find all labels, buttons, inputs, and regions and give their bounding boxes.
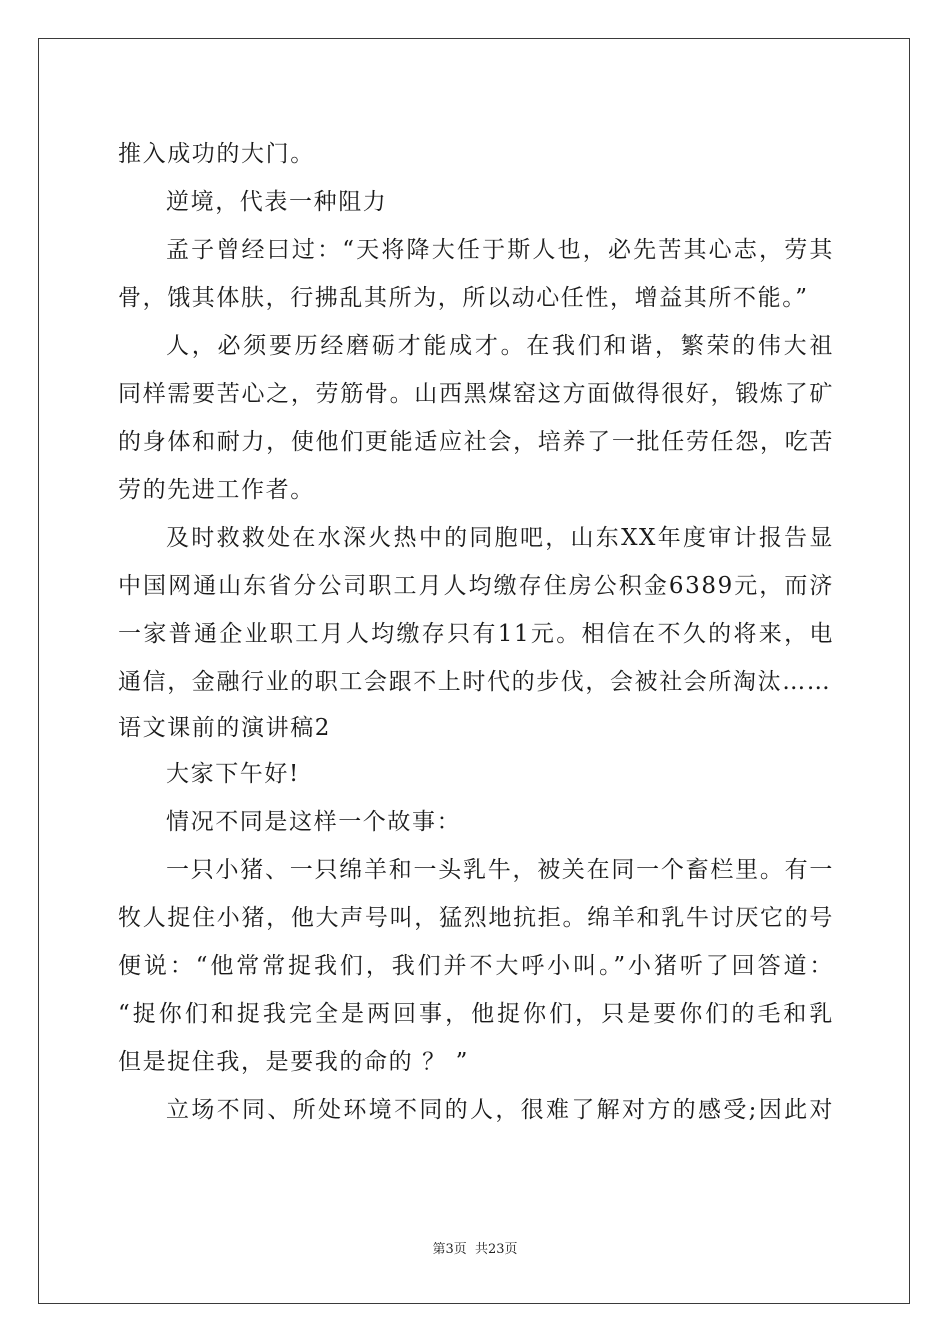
paragraph-line: 人，必须要历经磨砺才能成才。在我们和谐，繁荣的伟大祖	[166, 333, 834, 359]
paragraph-line: 逆境，代表一种阻力	[166, 189, 388, 215]
paragraph-line: 一只小猪、一只绵羊和一头乳牛，被关在同一个畜栏里。有一	[166, 857, 834, 883]
paragraph-line: 但是捉住我，是要我的命的 ？ ”	[118, 1049, 469, 1075]
paragraph-line: 推入成功的大门。	[118, 141, 315, 167]
paragraph-line: “捉你们和捉我完全是两回事，他捉你们，只是要你们的毛和乳	[118, 1001, 834, 1027]
paragraph-line: 通信，金融行业的职工会跟不上时代的步伐，会被社会所淘汰……	[118, 669, 832, 695]
paragraph-line: 中国网通山东省分公司职工月人均缴存住房公积金6389元，而济	[118, 573, 834, 599]
page-total: 共23页	[474, 1242, 518, 1257]
page-footer	[0, 1238, 950, 1257]
paragraph-line: 骨，饿其体肤，行拂乱其所为，所以动心任性，增益其所不能。”	[118, 285, 809, 311]
paragraph-line: 一家普通企业职工月人均缴存只有11元。相信在不久的将来，电	[118, 621, 834, 647]
paragraph-line: 劳的先进工作者。	[118, 477, 315, 503]
paragraph-line: 牧人捉住小猪，他大声号叫，猛烈地抗拒。绵羊和乳牛讨厌它的号	[118, 905, 834, 931]
paragraph-line: 便说：“他常常捉我们，我们并不大呼小叫。”小猪听了回答道：	[118, 953, 834, 979]
page-number: 第3页	[432, 1242, 467, 1257]
paragraph-line: 情况不同是这样一个故事：	[166, 809, 462, 835]
document-body	[118, 130, 834, 1134]
paragraph-line: 的身体和耐力，使他们更能适应社会，培养了一批任劳任怨，吃苦	[118, 429, 834, 455]
paragraph-line: 立场不同、所处环境不同的人，很难了解对方的感受;因此对	[166, 1097, 834, 1123]
paragraph-line: 孟子曾经曰过：“天将降大任于斯人也，必先苦其心志，劳其	[166, 237, 834, 263]
paragraph-line: 同样需要苦心之，劳筋骨。山西黑煤窑这方面做得很好，锻炼了矿	[118, 381, 834, 407]
paragraph-line: 大家下午好!	[166, 761, 300, 787]
paragraph-line: 及时救救处在水深火热中的同胞吧，山东XX年度审计报告显	[166, 525, 834, 551]
section-heading: 语文课前的演讲稿2	[118, 715, 332, 741]
